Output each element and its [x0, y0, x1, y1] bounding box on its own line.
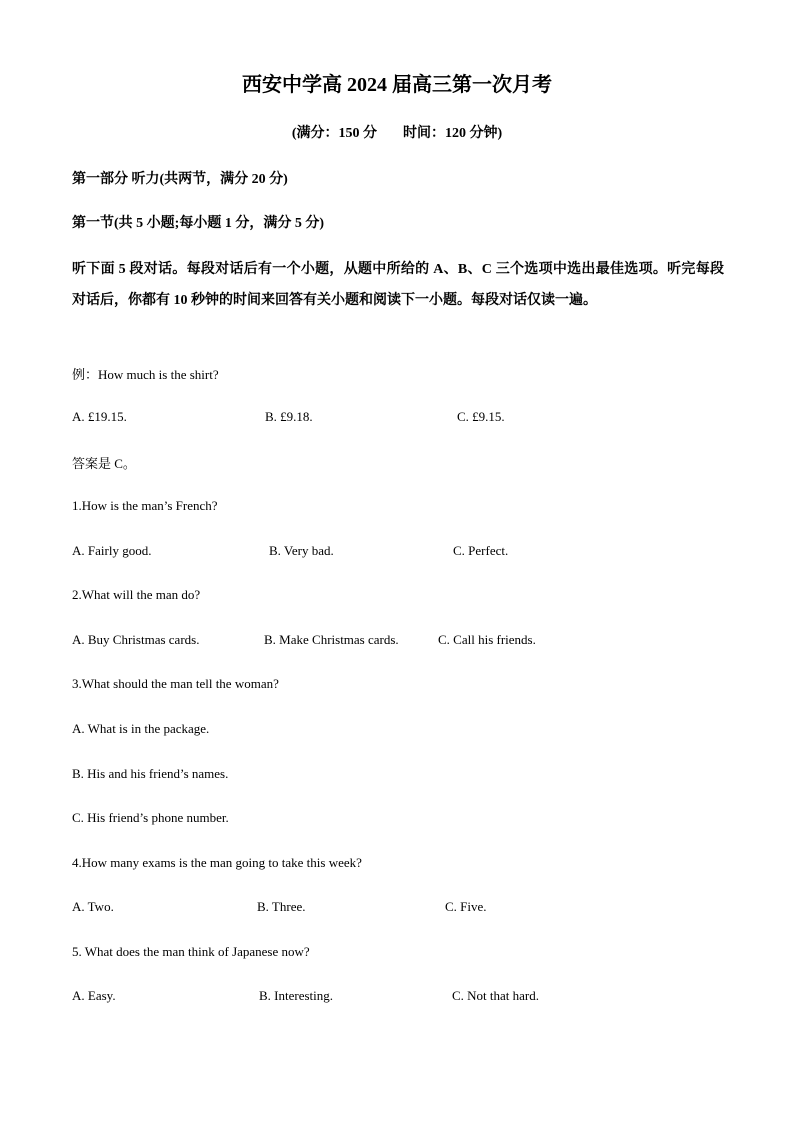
q5-option-a: A. Easy.	[72, 988, 116, 1003]
exam-subtitle	[0, 122, 794, 142]
q5-option-b: B. Interesting.	[259, 988, 334, 1003]
question-2: 2.What will the man do?	[72, 587, 201, 602]
section-heading: 第一节(共 5 小题;每小题 1 分，满分 5 分)	[72, 216, 324, 231]
q5-option-c: C. Not that hard.	[452, 988, 540, 1003]
exam-title: 西安中学高 2024 届高三第一次月考	[242, 74, 552, 96]
question-1: 1.How is the man’s French?	[72, 498, 218, 513]
time-info: 时间：120 分钟)	[403, 126, 503, 141]
q4-option-c: C. Five.	[445, 899, 487, 914]
part-heading: 第一部分 听力(共两节，满分 20 分)	[72, 172, 288, 187]
q4-option-a: A. Two.	[72, 899, 114, 914]
instructions-paragraph: 听下面 5 段对话。每段对话后有一个小题，从题中所给的 A、B、C 三个选项中选出最佳选项。听完每段对话后，你都有 10 秒钟的时间来回答有关小题和阅读下一小题。每段对话仅读一遍。	[72, 262, 724, 308]
q3-option-a: A. What is in the package.	[72, 721, 210, 736]
q1-option-c: C. Perfect.	[453, 543, 509, 558]
example-option-c: C. £9.15.	[457, 409, 505, 424]
q2-option-a: A. Buy Christmas cards.	[72, 632, 200, 647]
q1-option-b: B. Very bad.	[269, 543, 334, 558]
q3-option-c: C. His friend’s phone number.	[72, 810, 229, 825]
q2-option-c: C. Call his friends.	[438, 632, 536, 647]
q4-option-b: B. Three.	[257, 899, 306, 914]
example-question: 例：How much is the shirt?	[72, 367, 219, 382]
score-info: (满分：150 分	[291, 126, 377, 141]
q3-option-b: B. His and his friend’s names.	[72, 766, 229, 781]
q2-option-b: B. Make Christmas cards.	[264, 632, 399, 647]
q1-option-a: A. Fairly good.	[72, 543, 152, 558]
example-option-a: A. £19.15.	[72, 409, 127, 424]
example-option-b: B. £9.18.	[265, 409, 313, 424]
question-5: 5. What does the man think of Japanese now?	[72, 944, 310, 959]
example-answer: 答案是 C。	[72, 456, 136, 471]
question-3: 3.What should the man tell the woman?	[72, 676, 279, 691]
question-4: 4.How many exams is the man going to take this week?	[72, 855, 362, 870]
